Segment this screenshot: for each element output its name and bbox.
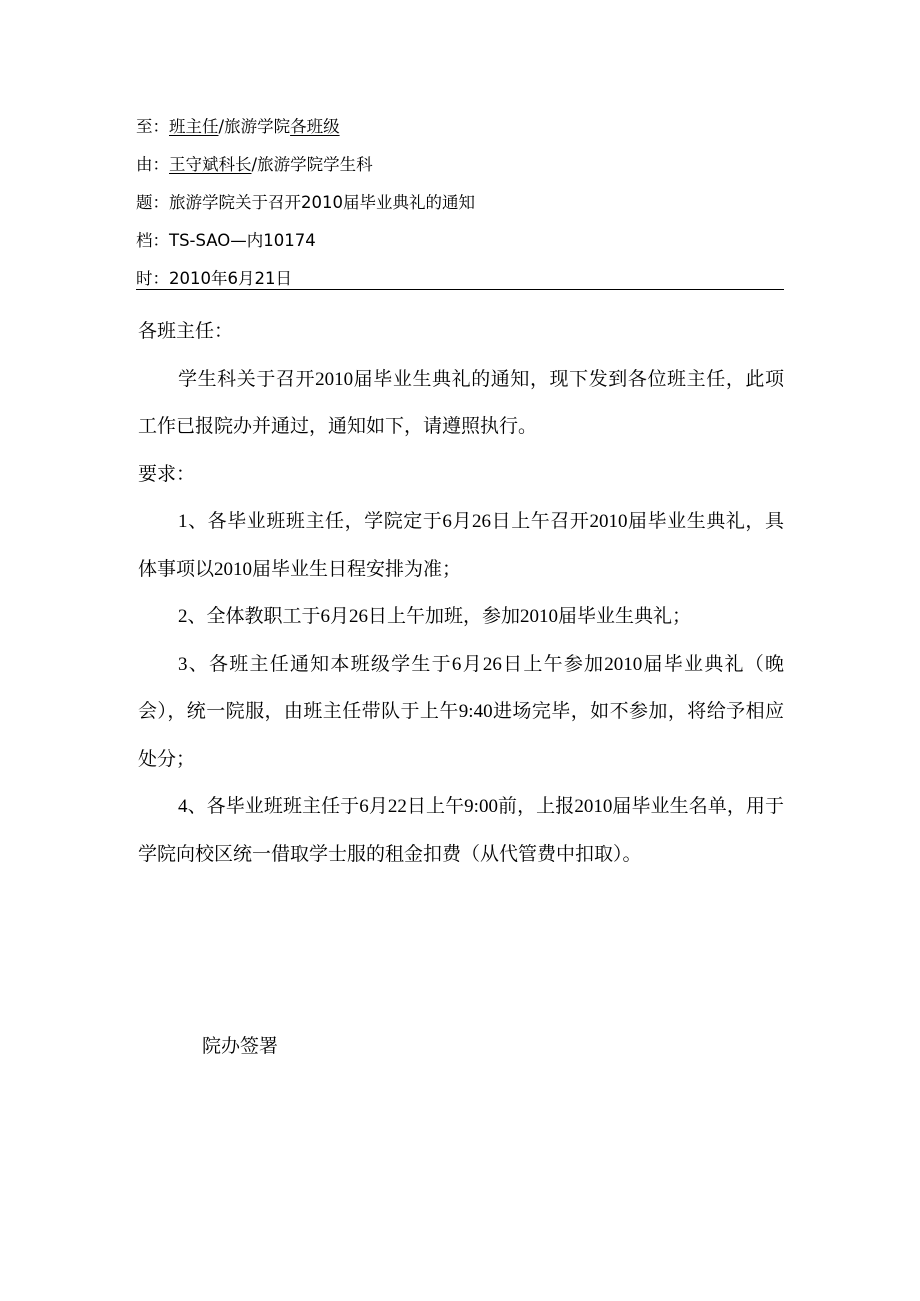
to-department: 旅游学院 [224,117,291,136]
memo-body [138,308,784,878]
header-subject-row [136,184,784,222]
header-to-row [136,108,784,146]
signature: 院办签署 [202,1036,279,1057]
from-separator: / [251,155,258,174]
header-divider [136,289,784,290]
header-time-row [136,260,784,298]
to-recipient: 班主任 [169,117,219,136]
to-label: 至： [136,117,169,136]
from-sender: 王守斌科长 [169,155,252,174]
from-department: 旅游学院学生科 [257,155,373,174]
header-from-row [136,146,784,184]
subject-value: 旅游学院关于召开2010届毕业典礼的通知 [169,193,475,212]
from-label: 由： [136,155,169,174]
time-value: 2010年6月21日 [169,269,292,288]
requirement-item: 1、各毕业班班主任，学院定于6月26日上午召开2010届毕业生典礼，具体事项以2010届毕业生日程安排为准； [138,511,784,580]
salutation: 各班主任： [138,321,234,342]
requirement-item: 2、全体教职工于6月26日上午加班，参加2010届毕业生典礼； [178,606,692,627]
requirements-label: 要求： [138,463,196,485]
requirement-item: 4、各毕业班班主任于6月22日上午9:00前，上报2010届毕业生名单，用于学院向校区统一借取学士服的租金扣费（从代管费中扣取）。 [138,796,784,865]
time-label: 时： [136,269,169,288]
file-value: TS-SAO—内10174 [169,231,316,250]
to-separator: / [218,117,225,136]
intro-paragraph: 学生科关于召开2010届毕业生典礼的通知，现下发到各位班主任，此项工作已报院办并通过，通知如下，请遵照执行。 [138,368,784,437]
header-file-row [136,222,784,260]
subject-label: 题： [136,193,169,212]
requirement-item: 3、各班主任通知本班级学生于6月26日上午参加2010届毕业典礼（晚会），统一院服，由班主任带队于上午9:40进场完毕，如不参加，将给予相应处分； [138,653,784,770]
file-label: 档： [136,231,169,250]
to-classes: 各班级 [290,117,340,136]
memo-header [136,108,784,298]
